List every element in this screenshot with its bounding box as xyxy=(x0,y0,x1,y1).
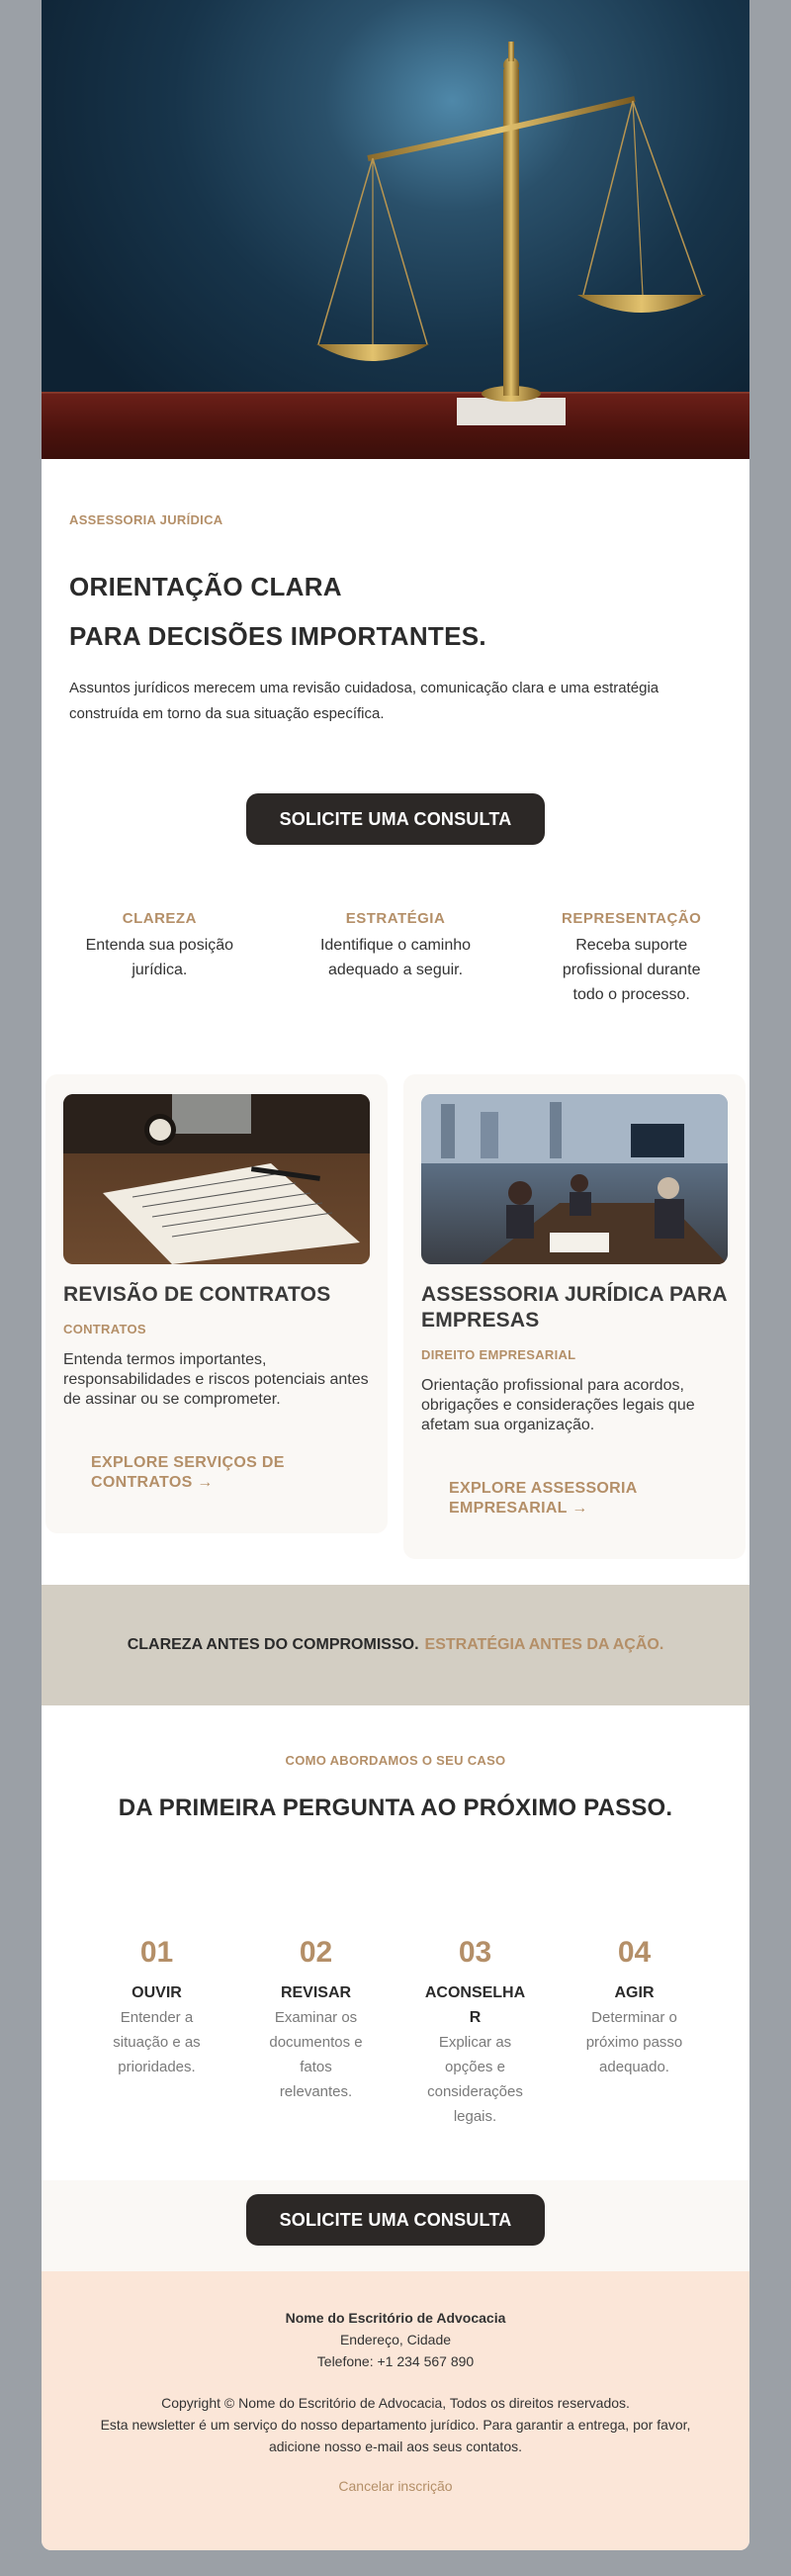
step-number: 04 xyxy=(617,1936,652,1969)
step-text: Explicar as opções e considerações legais. xyxy=(427,2034,523,2125)
step-title: AGIR xyxy=(614,1984,655,2001)
step-listen xyxy=(77,1933,236,2129)
pillar-text: Entenda sua posição jurídica. xyxy=(85,937,234,978)
left-pan xyxy=(316,344,429,361)
contract-photo-illustration xyxy=(63,1094,370,1264)
step-act xyxy=(555,1933,714,2129)
step-text: Examinar os documentos e fatos relevantes. xyxy=(269,2009,363,2100)
request-consultation-button[interactable]: SOLICITE UMA CONSULTA xyxy=(246,793,545,845)
contract-document-image xyxy=(63,1094,370,1264)
pillar-strategy xyxy=(278,910,514,1007)
approach-eyebrow: COMO ABORDAMOS O SEU CASO xyxy=(285,1753,506,1768)
card-tag: CONTRATOS xyxy=(63,1322,146,1336)
step-title: REVISAR xyxy=(280,1984,352,2001)
pillar-text: Identifique o caminho adequado a seguir. xyxy=(319,937,472,978)
marble-base xyxy=(457,398,566,425)
step-number: 03 xyxy=(458,1936,492,1969)
footer-firm-name: Nome do Escritório de Advocacia xyxy=(285,2310,506,2326)
intro-eyebrow: ASSESSORIA JURÍDICA xyxy=(69,512,223,527)
request-consultation-button-bottom[interactable]: SOLICITE UMA CONSULTA xyxy=(246,2194,545,2246)
headline-line-2: PARA DECISÕES IMPORTANTES. xyxy=(69,621,486,651)
step-advise xyxy=(396,1933,555,2129)
statement-band xyxy=(42,1585,749,1705)
card-title: ASSESSORIA JURÍDICA PARA EMPRESAS xyxy=(421,1283,727,1332)
approach-title: DA PRIMEIRA PERGUNTA AO PRÓXIMO PASSO. xyxy=(118,1794,673,1821)
intro-text: Assuntos jurídicos merecem uma revisão cuidadosa, comunicação clara e uma estratégia construída em torno da sua situação específica. xyxy=(69,680,659,722)
pillar-title: REPRESENTAÇÃO xyxy=(562,910,702,927)
card-contract-review xyxy=(45,1074,388,1533)
explore-business-advisory-link[interactable]: EXPLORE ASSESSORIA EMPRESARIAL → xyxy=(449,1480,638,1517)
footer-notice-line-2: adicione nosso e-mail aos seus contatos. xyxy=(268,2438,523,2454)
pillar-representation xyxy=(513,910,749,1007)
newsletter-sheet xyxy=(42,0,749,2550)
scale-beam xyxy=(368,99,635,158)
step-number: 02 xyxy=(299,1936,333,1969)
headline-line-1: ORIENTAÇÃO CLARA xyxy=(69,572,342,601)
footer xyxy=(42,2271,749,2550)
step-number: 01 xyxy=(139,1936,174,1969)
card-business-advisory xyxy=(403,1074,746,1559)
pillar-text: Receba suporte profissional durante todo o processo. xyxy=(562,937,701,1003)
footer-address: Endereço, Cidade xyxy=(339,2332,452,2347)
right-pan xyxy=(577,295,706,313)
page-title xyxy=(69,562,486,661)
scales-of-justice-illustration xyxy=(42,0,749,459)
footer-notice-line-1: Esta newsletter é um serviço do nosso departamento jurídico. Para garantir a entrega, por favor, xyxy=(100,2417,691,2433)
scale-pillar xyxy=(503,69,519,396)
step-title: ACONSELHAR xyxy=(424,1984,526,2026)
footer-phone: Telefone: +1 234 567 890 xyxy=(316,2353,475,2369)
step-text: Entender a situação e as prioridades. xyxy=(113,2009,201,2075)
business-meeting-image xyxy=(421,1094,728,1264)
card-text: Entenda termos importantes, responsabilidades e riscos potenciais antes de assinar ou se comprometer. xyxy=(63,1351,369,1408)
step-title: OUVIR xyxy=(132,1984,182,2001)
footer-copyright: Copyright © Nome do Escritório de Advocacia, Todos os direitos reservados. xyxy=(161,2395,630,2411)
step-review xyxy=(236,1933,396,2129)
explore-contract-services-link[interactable]: EXPLORE SERVIÇOS DE CONTRATOS → xyxy=(91,1454,285,1491)
step-text: Determinar o próximo passo adequado. xyxy=(585,2009,683,2075)
process-steps xyxy=(77,1933,714,2129)
pillar-clarity xyxy=(42,910,278,1007)
statement-part-1: CLAREZA ANTES DO COMPROMISSO. xyxy=(127,1636,419,1653)
card-title: REVISÃO DE CONTRATOS xyxy=(63,1283,331,1306)
pillar-title: ESTRATÉGIA xyxy=(345,910,446,927)
meeting-photo-illustration xyxy=(421,1094,728,1264)
card-text: Orientação profissional para acordos, obrigações e considerações legais que afetam sua organização. xyxy=(421,1377,695,1433)
pillars xyxy=(42,910,749,1007)
statement-part-2: ESTRATÉGIA ANTES DA AÇÃO. xyxy=(424,1636,664,1653)
pillar-title: CLAREZA xyxy=(122,910,197,927)
card-tag: DIREITO EMPRESARIAL xyxy=(421,1347,576,1362)
hero-image-scales-of-justice xyxy=(42,0,749,459)
unsubscribe-link[interactable]: Cancelar inscrição xyxy=(338,2478,453,2494)
